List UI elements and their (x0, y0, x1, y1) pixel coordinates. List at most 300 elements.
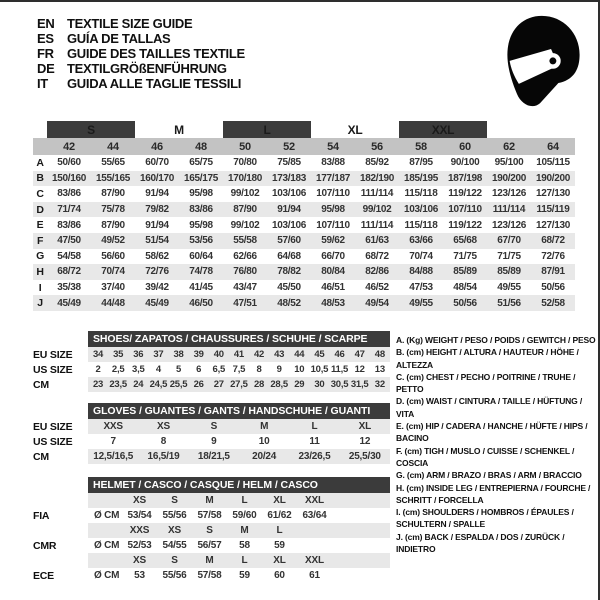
size-value: 46/51 (321, 282, 345, 294)
size-value: 115/119 (531, 202, 575, 218)
measurement-row (33, 249, 575, 265)
table-title: HELMET / CASCO / CASQUE / HELM / CASCO (88, 477, 390, 493)
size-value: 91/94 (145, 188, 169, 200)
size-value: 103/106 (399, 202, 443, 218)
size-value: 68/72 (365, 250, 389, 262)
size-value: 177/187 (311, 171, 355, 187)
size-value: 182/190 (355, 171, 399, 187)
size-cell: 34 (88, 347, 108, 362)
corner-cell (33, 403, 88, 419)
row-label: US SIZE (33, 435, 73, 448)
size-cell: XS (122, 553, 157, 568)
size-value: 99/102 (230, 219, 260, 231)
size-cell: 12,5/16,5 (88, 449, 138, 464)
row-letter: B (33, 171, 47, 187)
size-value: 85/92 (365, 157, 389, 169)
size-cell (297, 538, 332, 553)
size-cell: 12 (359, 436, 371, 447)
size-value: 70/74 (409, 250, 433, 262)
filler-cell (332, 538, 390, 553)
size-column-header: 46 (135, 138, 179, 155)
size-value: 60/64 (189, 250, 213, 262)
size-cell: 55/56 (162, 510, 187, 521)
size-value: 78/82 (267, 264, 311, 280)
size-band-label: XL (347, 122, 363, 137)
table-title: SHOES/ ZAPATOS / CHAUSSURES / SCHUHE / SCARPE (88, 331, 390, 347)
size-cell: 60 (274, 570, 285, 581)
filler-cell (332, 493, 390, 508)
size-cell: 56/57 (197, 540, 222, 551)
size-cell: 27 (209, 377, 229, 392)
size-value: 107/110 (316, 188, 350, 200)
size-cell: 25,5/30 (340, 449, 390, 464)
size-band-label: M (174, 122, 184, 137)
size-value: 107/110 (443, 202, 487, 218)
size-value: 71/75 (453, 250, 477, 262)
size-value: 47/50 (47, 233, 91, 249)
size-value: 119/122 (448, 219, 482, 231)
standard-label (33, 523, 88, 538)
size-band-label: S (47, 121, 135, 138)
size-cell: 7 (110, 436, 116, 447)
size-column-header: 48 (179, 138, 223, 155)
size-cell: 6,5 (212, 364, 226, 375)
measurement-legend (396, 334, 596, 555)
diameter-cm-label: Ø CM (94, 540, 120, 551)
table-header-row (33, 331, 390, 347)
size-value: 95/98 (189, 188, 213, 200)
size-column-header: 52 (267, 138, 311, 155)
size-value: 49/55 (399, 295, 443, 311)
size-cell: 53/54 (127, 510, 152, 521)
filler-cell (332, 568, 390, 583)
size-value: 63/66 (399, 233, 443, 249)
size-value: 39/42 (145, 282, 169, 294)
size-value: 65/75 (189, 157, 213, 169)
size-value: 123/126 (491, 188, 527, 200)
size-cell: 11,5 (330, 364, 349, 375)
size-cell: XXL (297, 493, 332, 508)
size-cell: 35 (108, 347, 128, 362)
standard-row (33, 508, 390, 523)
size-cell: XXL (297, 553, 332, 568)
size-value: 68/72 (47, 264, 91, 280)
size-value: 190/200 (531, 171, 575, 187)
size-cell: 8 (256, 364, 262, 375)
size-value: 83/86 (179, 202, 223, 218)
size-cell: L (262, 523, 297, 538)
size-value: 87/90 (101, 188, 125, 200)
standard-row (33, 568, 390, 583)
size-value: 87/90 (223, 202, 267, 218)
size-cell: 38 (169, 347, 189, 362)
size-cell: 6 (196, 364, 202, 375)
row-letter: D (33, 202, 47, 218)
size-cell: 36 (128, 347, 148, 362)
size-value: 48/54 (453, 282, 477, 294)
size-value: 54/58 (57, 250, 81, 262)
size-value: 37/40 (101, 282, 125, 294)
size-cell: 4 (155, 364, 161, 375)
size-value: 99/102 (230, 188, 260, 200)
size-value: 41/45 (189, 282, 213, 294)
size-value: 61/63 (355, 233, 399, 249)
size-cell: 57/58 (197, 510, 222, 521)
size-cell: 23 (88, 377, 108, 392)
size-value: 119/122 (448, 188, 482, 200)
size-cell: XL (340, 419, 390, 434)
language-row (37, 61, 245, 76)
measurement-row (33, 171, 575, 187)
size-value: 50/56 (443, 295, 487, 311)
row-letter: H (33, 264, 47, 280)
size-cell: 54/55 (162, 540, 187, 551)
diameter-cm-label (88, 553, 122, 568)
size-value: 67/70 (487, 233, 531, 249)
size-row (33, 419, 390, 434)
size-value: 45/50 (277, 282, 301, 294)
size-number-row (33, 138, 575, 155)
standard-label (33, 553, 88, 568)
size-row (33, 449, 390, 464)
language-code: DE (37, 61, 55, 76)
language-code: EN (37, 16, 55, 31)
legend-item: J. (cm) BACK / ESPALDA / DOS / ZURÜCK / INDIETRO (396, 531, 565, 555)
size-value: 48/52 (267, 295, 311, 311)
size-value: 76/80 (223, 264, 267, 280)
size-cell: 59 (274, 540, 285, 551)
size-cell: 58 (239, 540, 250, 551)
size-value: 57/60 (267, 233, 311, 249)
size-column-header: 44 (91, 138, 135, 155)
size-value: 75/85 (277, 157, 301, 169)
size-value: 47/51 (223, 295, 267, 311)
size-column-header: 62 (487, 138, 531, 155)
size-value: 51/56 (487, 295, 531, 311)
size-cell: 39 (189, 347, 209, 362)
language-list (37, 16, 245, 91)
size-value: 49/54 (355, 295, 399, 311)
size-cell: 28,5 (270, 379, 289, 390)
size-cell: 37 (148, 347, 168, 362)
size-cell: 55/56 (162, 570, 187, 581)
size-value: 82/86 (355, 264, 399, 280)
size-value: 68/72 (531, 233, 575, 249)
size-value: 91/94 (267, 202, 311, 218)
standard-label: ECE (33, 569, 54, 582)
size-cell: L (289, 419, 339, 434)
size-row (33, 434, 390, 449)
size-value: 111/114 (487, 202, 531, 218)
size-value: 84/88 (399, 264, 443, 280)
language-title: TEXTILGRÖßENFÜHRUNG (67, 61, 227, 76)
size-column-header: 54 (311, 138, 355, 155)
size-cell: 41 (229, 347, 249, 362)
size-cell: XS (122, 493, 157, 508)
size-cell: XS (138, 419, 188, 434)
size-value: 55/58 (223, 233, 267, 249)
size-value: 111/114 (360, 219, 394, 231)
measurement-row (33, 233, 575, 249)
size-cell: 42 (249, 347, 269, 362)
size-column-header: 42 (47, 138, 91, 155)
size-value: 62/66 (233, 250, 257, 262)
size-cell: 26 (189, 377, 209, 392)
size-cell: M (227, 523, 262, 538)
size-cell: 12 (354, 364, 365, 375)
size-value: 66/70 (321, 250, 345, 262)
size-cell: 52/53 (127, 540, 152, 551)
size-value: 35/38 (57, 282, 81, 294)
legend-item: C. (cm) CHEST / PECHO / POITRINE / TRUHE / PETTO (396, 371, 576, 395)
size-value: 58/62 (145, 250, 169, 262)
size-cell: 18/21,5 (189, 449, 239, 464)
size-cell: 59 (239, 570, 250, 581)
size-value: 87/91 (531, 264, 575, 280)
size-value: 45/49 (47, 295, 91, 311)
size-cell: 48 (370, 347, 390, 362)
size-cell: L (227, 493, 262, 508)
size-value: 187/198 (443, 171, 487, 187)
size-cell: 25,5 (169, 379, 188, 390)
size-value: 44/48 (91, 295, 135, 311)
size-cell: 32 (370, 377, 390, 392)
shoes-size-table (33, 331, 390, 392)
corner-cell (33, 138, 47, 155)
size-value: 43/47 (233, 282, 257, 294)
size-value: 60/70 (145, 157, 169, 169)
size-value: 83/86 (57, 219, 81, 231)
size-value: 72/76 (135, 264, 179, 280)
standard-label: CMR (33, 539, 57, 552)
measurement-row (33, 155, 575, 171)
legend-item: E. (cm) HIP / CADERA / HANCHE / HÜFTE / HIPS / BACINO (396, 421, 588, 444)
size-value: 50/56 (541, 282, 565, 294)
size-cell: 30,5 (330, 379, 349, 390)
standard-row (33, 538, 390, 553)
size-value: 85/89 (487, 264, 531, 280)
size-value: 83/86 (57, 188, 81, 200)
size-cell: 30 (309, 377, 329, 392)
size-cell: 43 (269, 347, 289, 362)
legend-item: B. (cm) HEIGHT / ALTURA / HAUTEUR / HÖHE / ALTEZZA (396, 347, 579, 370)
size-value: 83/88 (321, 157, 345, 169)
size-value: 90/100 (450, 157, 480, 169)
row-letter: G (36, 250, 44, 263)
size-value: 115/118 (404, 188, 438, 200)
size-value: 155/165 (91, 171, 135, 187)
textile-size-table (33, 121, 575, 311)
row-label: EU SIZE (33, 420, 73, 433)
row-label: US SIZE (33, 363, 73, 376)
row-label: CM (33, 378, 49, 391)
size-cell: 11 (309, 436, 320, 447)
measurement-row (33, 217, 575, 233)
size-cell: 7,5 (232, 364, 246, 375)
size-column-header: 64 (531, 138, 575, 155)
row-letter: C (36, 187, 44, 200)
row-letter: I (38, 281, 42, 294)
size-cell: 28 (249, 377, 269, 392)
size-value: 103/106 (271, 219, 307, 231)
size-cell: S (192, 523, 227, 538)
size-value: 46/50 (179, 295, 223, 311)
size-value: 127/130 (535, 219, 571, 231)
size-value: 56/60 (101, 250, 125, 262)
size-band-label (487, 121, 531, 138)
size-value: 53/56 (179, 233, 223, 249)
size-cell: 45 (309, 347, 329, 362)
size-cell: 61/62 (267, 510, 292, 521)
size-cell: S (157, 553, 192, 568)
helmet-icon (494, 10, 586, 110)
table-header-row (33, 477, 390, 493)
size-band-label (33, 121, 47, 138)
language-title: GUÍA DE TALLAS (67, 31, 171, 46)
size-band-row (33, 121, 575, 138)
size-value: 49/55 (497, 282, 521, 294)
size-value: 72/76 (541, 250, 565, 262)
legend-item: F. (cm) TIGH / MUSLO / CUISSE / SCHENKEL / COSCIA (396, 445, 575, 468)
filler-cell (332, 508, 390, 523)
size-value: 173/183 (267, 171, 311, 187)
size-cell: 53 (134, 570, 145, 581)
size-cell: M (192, 553, 227, 568)
size-value: 45/49 (135, 295, 179, 311)
language-row (37, 16, 245, 31)
size-band-label: L (223, 121, 311, 138)
size-value: 79/82 (135, 202, 179, 218)
size-cell: L (227, 553, 262, 568)
size-value: 50/60 (57, 157, 81, 169)
size-cell: 16,5/19 (138, 449, 188, 464)
helmet-size-table (33, 477, 390, 583)
size-cell: 2 (95, 364, 101, 375)
size-cell: 24 (128, 377, 148, 392)
size-value: 51/54 (135, 233, 179, 249)
language-title: TEXTILE SIZE GUIDE (67, 16, 193, 31)
size-cell (297, 523, 332, 538)
size-cell: 27,5 (230, 379, 248, 390)
size-band-label: XXL (399, 121, 487, 138)
size-column-header: 60 (443, 138, 487, 155)
size-cell: 5 (176, 364, 182, 375)
size-value: 95/100 (494, 157, 524, 169)
size-value: 75/78 (91, 202, 135, 218)
measurement-row (33, 186, 575, 202)
size-cell: XL (262, 493, 297, 508)
size-value: 170/180 (223, 171, 267, 187)
size-cell: 46 (330, 347, 350, 362)
corner-cell (33, 477, 88, 493)
table-title: GLOVES / GUANTES / GANTS / HANDSCHUHE / GUANTI (88, 403, 390, 419)
language-code: FR (37, 46, 54, 61)
size-cell: S (157, 493, 192, 508)
legend-item: A. (Kg) WEIGHT / PESO / POIDS / GEWITCH / PESO (396, 335, 596, 345)
size-cell: 24,5 (149, 379, 168, 390)
size-cell: XS (157, 523, 192, 538)
size-cell: 47 (350, 347, 370, 362)
size-value: 48/53 (311, 295, 355, 311)
size-value: 59/62 (311, 233, 355, 249)
diameter-cm-label: Ø CM (94, 570, 120, 581)
size-cell: 9 (211, 436, 217, 447)
size-row (33, 377, 390, 392)
size-cell: M (239, 419, 289, 434)
size-label-row (33, 493, 390, 508)
size-cell: 10 (294, 364, 305, 375)
row-label: CM (33, 450, 49, 463)
size-value: 47/53 (409, 282, 433, 294)
legend-item: G. (cm) ARM / BRAZO / BRAS / ARM / BRACCIO (396, 470, 582, 481)
size-cell: 13 (374, 364, 385, 375)
row-letter: J (33, 295, 47, 311)
size-cell: M (192, 493, 227, 508)
legend-item: H. (cm) INSIDE LEG / ENTREPIERNA / FOURCHE / SCHRITT / FORCELLA (396, 482, 591, 505)
size-cell: XXS (122, 523, 157, 538)
size-cell: 44 (289, 347, 309, 362)
size-value: 52/58 (531, 295, 575, 311)
size-cell: 57/58 (197, 570, 222, 581)
standard-label (33, 493, 88, 508)
size-value: 71/74 (47, 202, 91, 218)
size-value: 105/115 (536, 157, 570, 169)
size-label-row (33, 553, 390, 568)
size-value: 64/68 (277, 250, 301, 262)
row-letter: F (33, 233, 47, 249)
language-row (37, 76, 245, 91)
filler-cell (332, 553, 390, 568)
diameter-cm-label (88, 493, 122, 508)
table-header-row (33, 403, 390, 419)
size-cell: 8 (160, 436, 167, 447)
measurement-row (33, 264, 575, 280)
size-cell: 40 (209, 347, 229, 362)
size-value: 87/90 (101, 219, 125, 231)
size-value: 111/114 (360, 188, 394, 200)
language-code: IT (37, 76, 48, 91)
size-value: 165/175 (179, 171, 223, 187)
size-cell: 20/24 (239, 449, 289, 464)
size-value: 107/110 (316, 219, 350, 231)
size-value: 80/84 (311, 264, 355, 280)
size-cell: 3,5 (132, 364, 145, 375)
language-row (37, 31, 245, 46)
diameter-cm-label: Ø CM (94, 510, 120, 521)
row-label: EU SIZE (33, 348, 73, 361)
size-value: 74/78 (179, 264, 223, 280)
language-code: ES (37, 31, 54, 46)
size-cell: 63/64 (302, 510, 327, 521)
filler-cell (332, 523, 390, 538)
row-letter: A (36, 156, 44, 169)
size-cell: 9 (276, 364, 282, 375)
size-cell: 2,5 (111, 364, 125, 375)
measurement-row (33, 280, 575, 296)
size-value: 65/68 (443, 233, 487, 249)
measurement-row (33, 295, 575, 311)
language-title: GUIDA ALLE TAGLIE TESSILI (67, 76, 242, 91)
size-value: 185/195 (399, 171, 443, 187)
size-value: 46/52 (365, 282, 389, 294)
size-value: 85/89 (443, 264, 487, 280)
size-value: 103/106 (271, 188, 307, 200)
size-label-row (33, 523, 390, 538)
standard-label: FIA (33, 509, 50, 522)
size-value: 71/75 (497, 250, 521, 262)
size-cell: 31,5 (350, 379, 369, 390)
size-value: 87/95 (409, 157, 433, 169)
